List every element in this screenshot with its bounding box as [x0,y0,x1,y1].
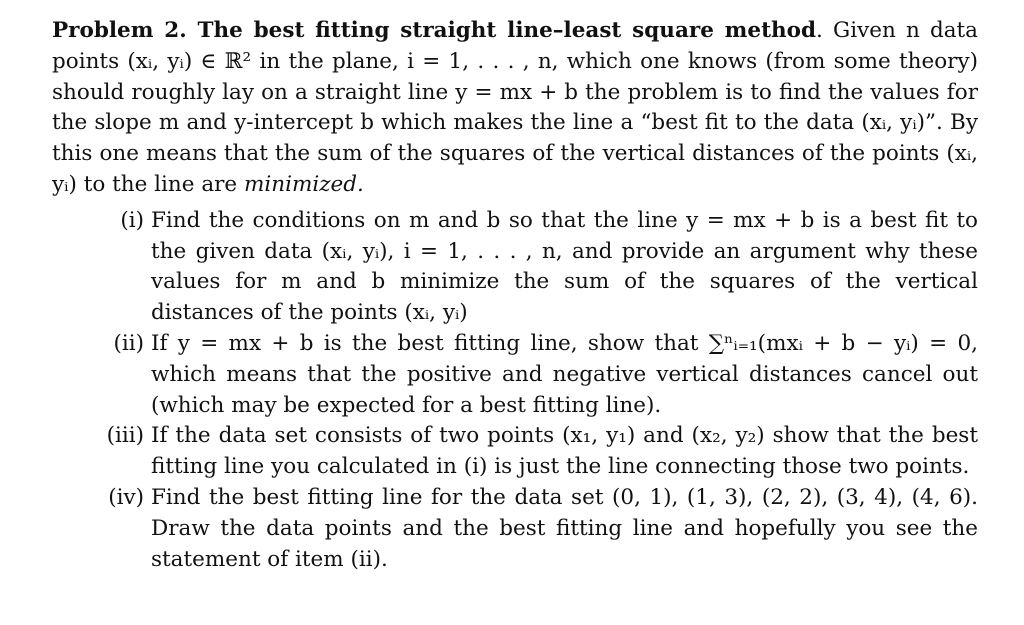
problem-item-iii [52,421,978,483]
item-marker-iii: (iii) [106,423,144,449]
item-text-iv: Find the best fitting line for the data set (0, 1), (1, 3), (2, 2), (3, 4), (4, 6). Draw the data points and the best fitting line and hopefully you see the statement of item (ii). [151,484,978,572]
problem-item-ii [52,329,978,421]
item-marker-i: (i) [120,207,144,233]
item-marker-ii: (ii) [113,330,144,356]
problem-intro-emphasis: minimized. [243,171,364,197]
item-text-ii: If y = mx + b is the best fitting line, show that ∑ⁿᵢ₌₁(mxᵢ + b − yᵢ) = 0, which means that the positive and negative vertical distances cancel out (which may be expected for a best fitting line). [151,330,978,418]
problem-items-list [52,206,978,576]
document-page [52,16,978,575]
problem-intro [52,16,978,201]
item-text-iii: If the data set consists of two points (x₁, y₁) and (x₂, y₂) show that the best fitting line you calculated in (i) is just the line connecting those two points. [151,423,978,480]
item-text-i: Find the conditions on m and b so that the line y = mx + b is a best fit to the given data (xᵢ, yᵢ), i = 1, . . . , n, and provide an argument why these values for m and b minimize the sum of the squares of the vertical distances of the points (xᵢ, yᵢ) [151,207,978,326]
item-marker-iv: (iv) [108,484,144,510]
problem-item-i [52,206,978,329]
problem-item-iv [52,483,978,575]
problem-intro-text: . Given n data points (xᵢ, yᵢ) ∈ ℝ² in the plane, i = 1, . . . , n, which one knows (from some theory) should roughly lay on a straight line y = mx + b the problem is to find the values for the slope m and y-intercept b which makes the line a “best fit to the data (xᵢ, yᵢ)”. By this one means that the sum of the squares of the vertical distances of the points (xᵢ, yᵢ) to the line are [52,18,978,197]
problem-heading: Problem 2. The best fitting straight line–least square method [52,18,817,43]
